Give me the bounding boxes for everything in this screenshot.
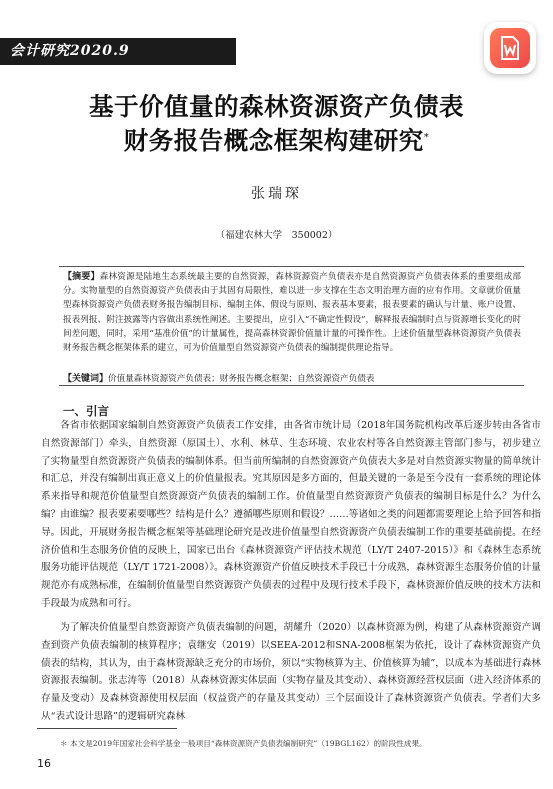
keywords xyxy=(63,371,521,384)
title-footnote-mark: * xyxy=(423,131,430,143)
section-heading-introduction: 一、引言 xyxy=(63,404,109,418)
word-document-icon xyxy=(490,28,530,68)
body-paragraph-2-text: 为了解决价值量型自然资源资产负债表编制的问题，胡耀升（2020）以森林资源为例，构建了从森林资源资产调查到资产负债表编制的核算程序；袁继安（2019）以SEEA-2012和SNA-2008框架为依托，设计了森林资源资产负债表的结构，其认为，由于森林资源缺乏充分的市场价，须以“实物核算为主、价值核算为辅”，以成本为基础进行森林资源报表编制。张志涛等（2018）从森林资源实体层面（实物存量及其变动）、森林资源经营权层面（进入经济体系的存量及变动）及森林资源使用权层面（权益资产的存量及其变动）三个层面设计了森林资源资产负债表。学者们大多从“表式设计思路”的逻辑研究森林 xyxy=(41,622,541,722)
body-paragraph xyxy=(41,417,541,613)
article-title-line2 xyxy=(0,122,553,157)
abstract-text: 森林资源是陆地生态系统最主要的自然资源，森林资源资产负债表亦是自然资源资产负债表体系的重要组成部分。实物量型的自然资源资产负债表由于其固有局限性，难以进一步支撑在生态文明治理方面的应有作用。文章就价值量型森林资源资产负债表财务报告编制目标、编制主体、假设与原则、报表基本要素，报表要素的确认与计量、账户设置、报表列报、附注披露等内容做出系统性阐述。主要提出，应引入“不确定性假设”，解释报表编制时点与资源增长变化的时间差问题，同时，采用“基准价值”的计量属性，提高森林资源价值量计量的可操作性。上述价值量型森林资源资产负债表财务报告概念框架体系的建立，可为价值量型自然资源资产负债表的编制提供理论指导。 xyxy=(63,272,521,354)
abstract-label: 【摘要】 xyxy=(63,272,100,282)
author-affiliation: （福建农林大学 350002） xyxy=(215,230,338,241)
article-title-line1: 基于价值量的森林资源资产负债表 xyxy=(89,92,464,121)
keywords-text: 价值量森林资源资产负债表；财务报告概念框架；自然资源资产负债表 xyxy=(108,374,375,384)
footnote-divider xyxy=(37,728,177,729)
body-paragraph xyxy=(41,619,541,726)
abstract xyxy=(63,270,521,355)
author-name: 张瑞琛 xyxy=(251,186,302,202)
footnote: ＊ 本文是2019年国家社会科学基金一般项目“森林资源资产负债表编制研究”（19BGL162）的阶段性成果。 xyxy=(60,739,427,748)
keywords-label: 【关键词】 xyxy=(63,374,109,384)
body-paragraph-1-text: 各省市依据国家编制自然资源资产负债表工作安排，由各省市统计局（2018年国务院机构改革后逐步转由各省市自然资源部门）牵头，自然资源（原国土）、水利、林草、生态环境、农业农村等各自然资源主管部门参与，初步建立了实物量型自然资源资产负债表的编制体系。但当前所编制的自然资源资产负债表大多是对自然资源实物量的简单统计和汇总，并没有编制出真正意义上的价值量报表。究其原因是多方面的，但最关键的一条是至今没有一套系统的理论体系来指导和规范价值量型自然资源资产负债表的编制工作。价值量型自然资源资产负债表的编制目标是什么？为什么编？由谁编？报表要素要哪些？结构是什么？遵循哪些原则和假设？……等诸如之类的问题都需要理论上给予回答和指导。因此，开展财务报告概念框架等基础理论研究是改进价值量型自然资源资产负债表编制工作的重要基础前提。在经济价值和生态服务价值的反映上，国家已出台《森林资源资产评估技术规范（LY/T 2407-2015）》和《森林生态系统服务功能评估规范（LY/T 1721-2008）》。森林资源资产价值反映技术手段已十分成熟，森林资源生态服务价值的计量规范亦有成熟标准，在编制价值量型自然资源资产负债表的过程中及现行技术手段下，森林资源价值反映的技术方法和手段最为成熟和可行。 xyxy=(41,420,541,609)
page-number: 16 xyxy=(37,757,51,770)
journal-header: 会计研究2020.9 xyxy=(0,38,236,65)
title-line2-text: 财务报告概念框架构建研究 xyxy=(123,126,424,155)
word-app-button[interactable] xyxy=(484,22,536,74)
